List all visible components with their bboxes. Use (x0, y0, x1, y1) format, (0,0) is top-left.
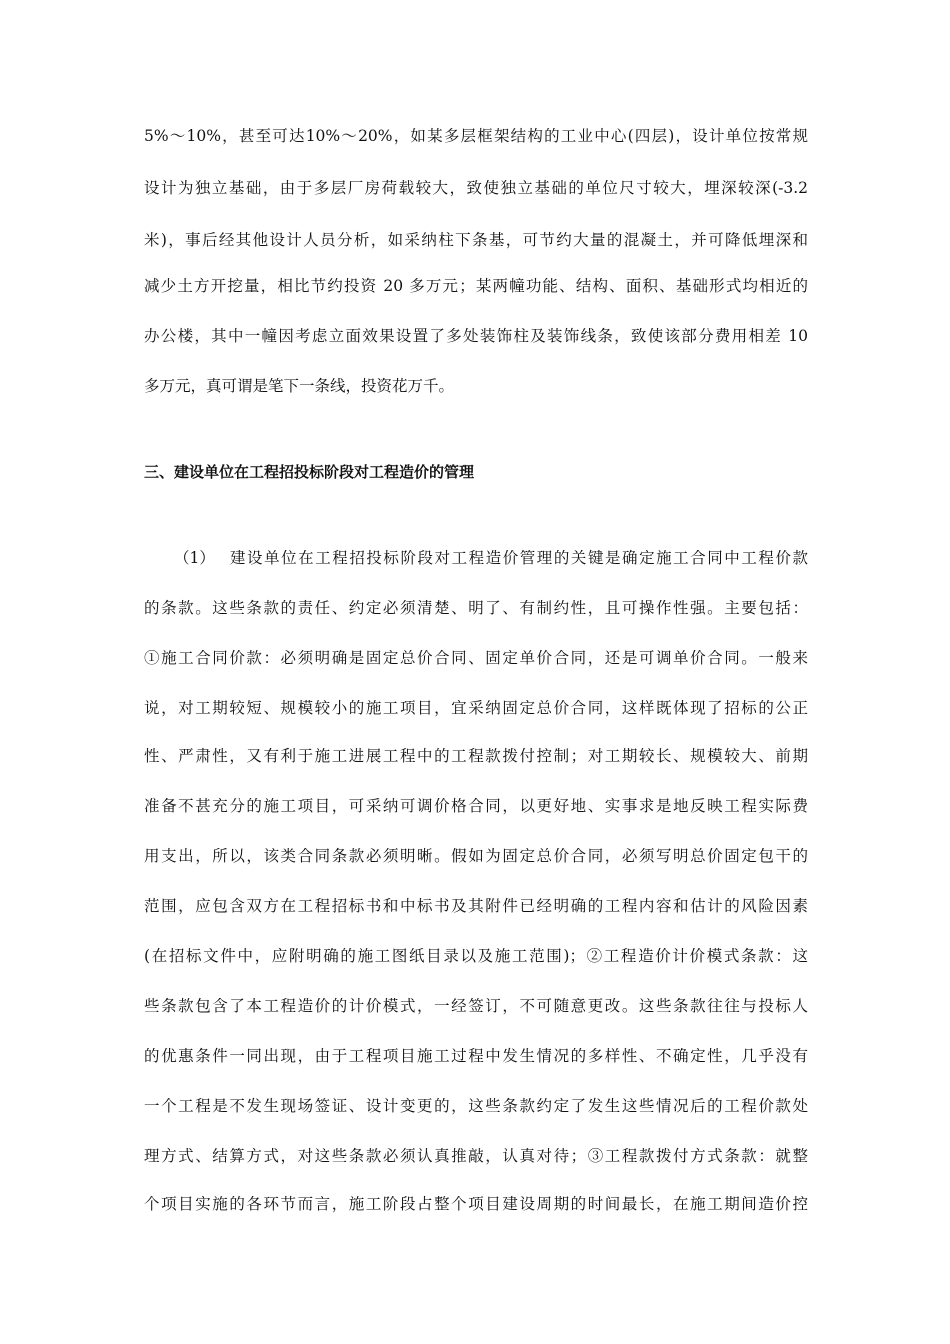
section-heading: 三、建设单位在工程招投标阶段对工程造价的管理 (144, 463, 475, 481)
paragraph-number: （1） (174, 549, 215, 567)
paragraph-line: 理方式、结算方式，对这些条款必须认真推敲，认真对待；③工程款拨付方式条款：就整 (144, 1147, 808, 1165)
paragraph-line: 的条款。这些条款的责任、约定必须清楚、明了、有制约性，且可操作性强。主要包括： (144, 599, 808, 617)
paragraph-line: 些条款包含了本工程造价的计价模式，一经签订，不可随意更改。这些条款往往与投标人 (144, 997, 808, 1015)
paragraph-line: 个项目实施的各环节而言，施工阶段占整个项目建设周期的时间最长，在施工期间造价控 (144, 1195, 808, 1213)
paragraph-line: 准备不甚充分的施工项目，可采纳可调价格合同，以更好地、实事求是地反映工程实际费 (144, 797, 808, 815)
paragraph-line: 的优惠条件一同出现，由于工程项目施工过程中发生情况的多样性、不确定性，几乎没有 (144, 1047, 808, 1065)
paragraph-line: 范围，应包含双方在工程招标书和中标书及其附件已经明确的工程内容和估计的风险因素 (144, 897, 808, 915)
paragraph-first-line (144, 548, 808, 568)
paragraph-line: 多万元，真可谓是笔下一条线，投资花万千。 (144, 377, 455, 395)
paragraph-line: (在招标文件中，应附明确的施工图纸目录以及施工范围)；②工程造价计价模式条款：这 (144, 947, 808, 965)
paragraph-line: 5%～10%，甚至可达10%～20%，如某多层框架结构的工业中心(四层)，设计单位按常规 (144, 127, 808, 145)
paragraph-line: ①施工合同价款：必须明确是固定总价合同、固定单价合同，还是可调单价合同。一般来 (144, 649, 808, 667)
paragraph-line: 一个工程是不发生现场签证、设计变更的，这些条款约定了发生这些情况后的工程价款处 (144, 1097, 808, 1115)
paragraph-line: 建设单位在工程招投标阶段对工程造价管理的关键是确定施工合同中工程价款 (230, 549, 808, 567)
paragraph-line: 用支出，所以，该类合同条款必须明晰。假如为固定总价合同，必须写明总价固定包干的 (144, 847, 808, 865)
paragraph-line: 设计为独立基础，由于多层厂房荷载较大，致使独立基础的单位尺寸较大，埋深较深(-3.2 (144, 179, 808, 197)
paragraph-line: 减少土方开挖量，相比节约投资 20 多万元；某两幢功能、结构、面积、基础形式均相近的 (144, 277, 808, 295)
paragraph-line: 办公楼，其中一幢因考虑立面效果设置了多处装饰柱及装饰线条，致使该部分费用相差 10 (144, 327, 808, 345)
paragraph-line: 性、严肃性，又有利于施工进展工程中的工程款拨付控制；对工期较长、规模较大、前期 (144, 747, 808, 765)
paragraph-line: 说，对工期较短、规模较小的施工项目，宜采纳固定总价合同，这样既体现了招标的公正 (144, 699, 808, 717)
paragraph-line: 米)，事后经其他设计人员分析，如采纳柱下条基，可节约大量的混凝土，并可降低埋深和 (144, 231, 808, 249)
